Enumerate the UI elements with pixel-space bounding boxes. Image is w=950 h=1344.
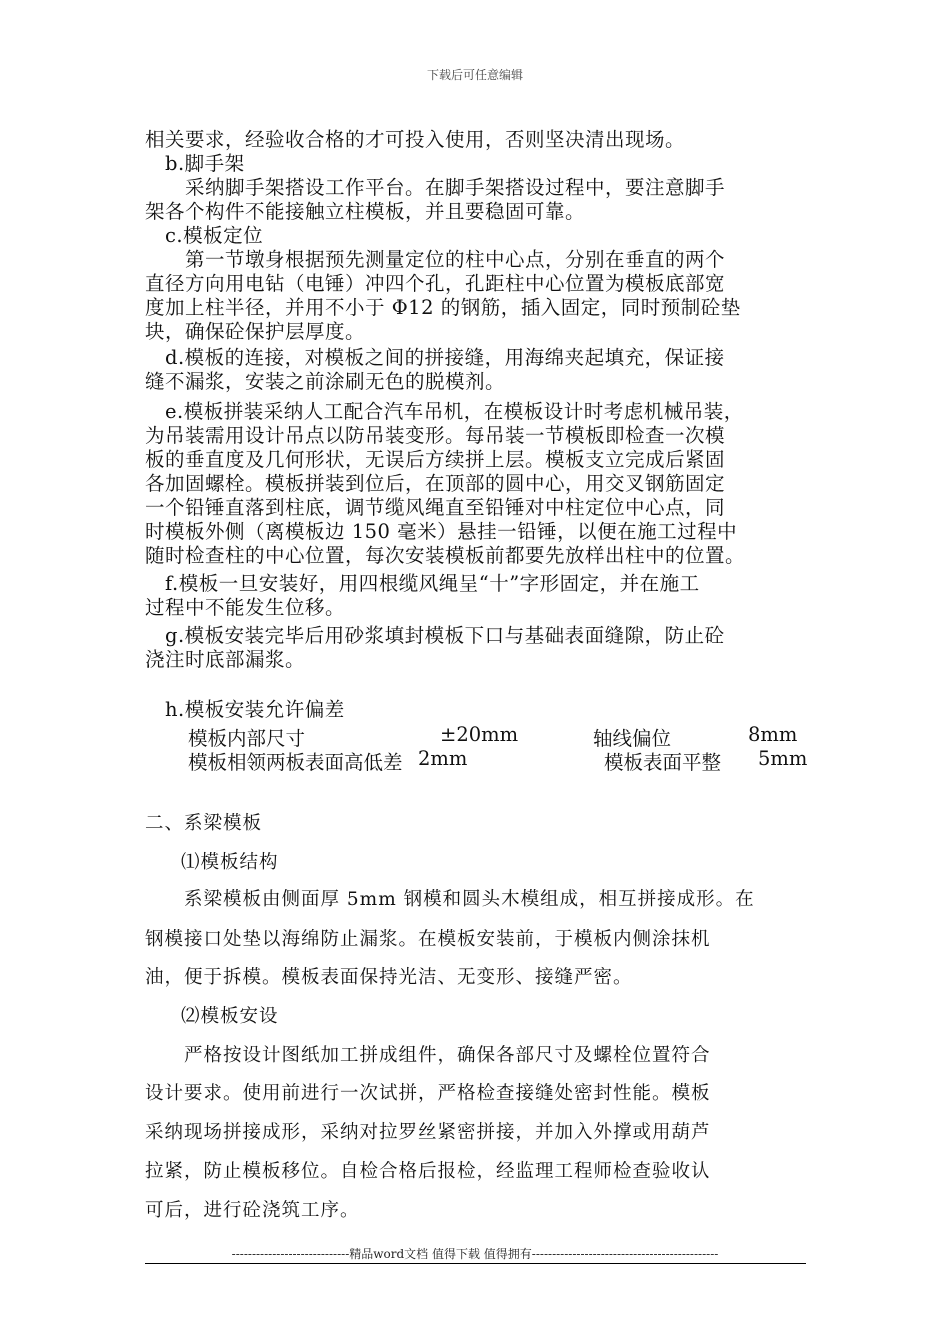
text-line: 第一节墩身根据预先测量定位的柱中心点，分别在垂直的两个 xyxy=(145,248,726,271)
paragraph-line: 可后，进行砼浇筑工序。 xyxy=(145,1200,360,1221)
page-header-note: 下载后可任意编辑 xyxy=(426,68,523,82)
text-line: 直径方向用电钻（电锤）冲四个孔，孔距柱中心位置为模板底部宽 xyxy=(145,272,726,295)
text-line: 相关要求，经验收合格的才可投入使用，否则坚决清出现场。 xyxy=(145,128,686,151)
paragraph-line: 拉紧，防止模板移位。自检合格后报检，经监理工程师检查验收认 xyxy=(145,1161,711,1182)
deviation-label: 模板表面平整 xyxy=(604,751,722,774)
text-line: 过程中不能发生位移。 xyxy=(145,596,346,619)
paragraph-line: 采纳现场拼接成形，采纳对拉罗丝紧密拼接，并加入外撑或用葫芦 xyxy=(145,1122,711,1143)
deviation-label: 模板内部尺寸 xyxy=(188,727,306,750)
text-line: 随时检查柱的中心位置，每次安装模板前都要先放样出柱中的位置。 xyxy=(145,544,746,567)
text-line: 架各个构件不能接触立柱模板，并且要稳固可靠。 xyxy=(145,200,586,223)
paragraph-line: 系梁模板由侧面厚 5mm 钢模和圆头木模组成，相互拼接成形。在 xyxy=(145,889,755,910)
text-line: g.模板安装完毕后用砂浆填封模板下口与基础表面缝隙，防止砼 xyxy=(145,624,725,647)
deviation-value: 5mm xyxy=(758,747,808,770)
text-line: 为吊装需用设计吊点以防吊装变形。每吊装一节模板即检查一次模 xyxy=(145,424,726,447)
footer-rule xyxy=(145,1263,806,1264)
text-line: c.模板定位 xyxy=(145,224,264,247)
paragraph-line: 严格按设计图纸加工拼成组件，确保各部尺寸及螺栓位置符合 xyxy=(145,1045,711,1066)
text-line: 缝不漏浆，安装之前涂刷无色的脱模剂。 xyxy=(145,370,506,393)
subsection-title: ⑵模板安设 xyxy=(181,1006,279,1027)
paragraph-line: 钢模接口处垫以海绵防止漏浆。在模板安装前，于模板内侧涂抹机 xyxy=(145,929,711,950)
text-line: 块，确保砼保护层厚度。 xyxy=(145,320,366,343)
section-title: 二、系梁模板 xyxy=(145,813,263,834)
subsection-title: ⑴模板结构 xyxy=(181,852,279,873)
page-footer: -----------------------------精品word文档 值得下载 值得拥有---------------------------------------------- xyxy=(231,1247,719,1261)
text-line: 采纳脚手架搭设工作平台。在脚手架搭设过程中，要注意脚手 xyxy=(145,176,726,199)
text-line: d.模板的连接，对模板之间的拼接缝，用海绵夹起填充，保证接 xyxy=(145,346,725,369)
deviation-value: 2mm xyxy=(418,747,468,770)
text-line: 板的垂直度及几何形状，无误后方续拼上层。模板支立完成后紧固 xyxy=(145,448,726,471)
text-line: 一个铅锤直落到柱底，调节缆风绳直至铅锤对中柱定位中心点，同 xyxy=(145,496,726,519)
deviation-value: ±20mm xyxy=(440,723,519,746)
text-line: 各加固螺栓。模板拼装到位后，在顶部的圆中心，用交叉钢筋固定 xyxy=(145,472,726,495)
text-line: 时模板外侧（离模板边 150 毫米）悬挂一铅锤，以便在施工过程中 xyxy=(145,520,738,543)
deviation-label: 轴线偏位 xyxy=(593,727,672,750)
deviation-heading: h.模板安装允许偏差 xyxy=(145,698,345,721)
text-line: 浇注时底部漏浆。 xyxy=(145,648,306,671)
deviation-label: 模板相领两板表面高低差 xyxy=(188,751,403,774)
text-line: 度加上柱半径，并用不小于 Φ12 的钢筋，插入固定，同时预制砼垫 xyxy=(145,296,741,319)
text-line: e.模板拼装采纳人工配合汽车吊机，在模板设计时考虑机械吊装， xyxy=(145,400,744,423)
text-line: f.模板一旦安装好，用四根缆风绳呈“十”字形固定，并在施工 xyxy=(145,572,700,595)
deviation-value: 8mm xyxy=(748,723,798,746)
text-line: b.脚手架 xyxy=(145,152,245,175)
paragraph-line: 油，便于拆模。模板表面保持光洁、无变形、接缝严密。 xyxy=(145,967,633,988)
paragraph-line: 设计要求。使用前进行一次试拼，严格检查接缝处密封性能。模板 xyxy=(145,1083,711,1104)
